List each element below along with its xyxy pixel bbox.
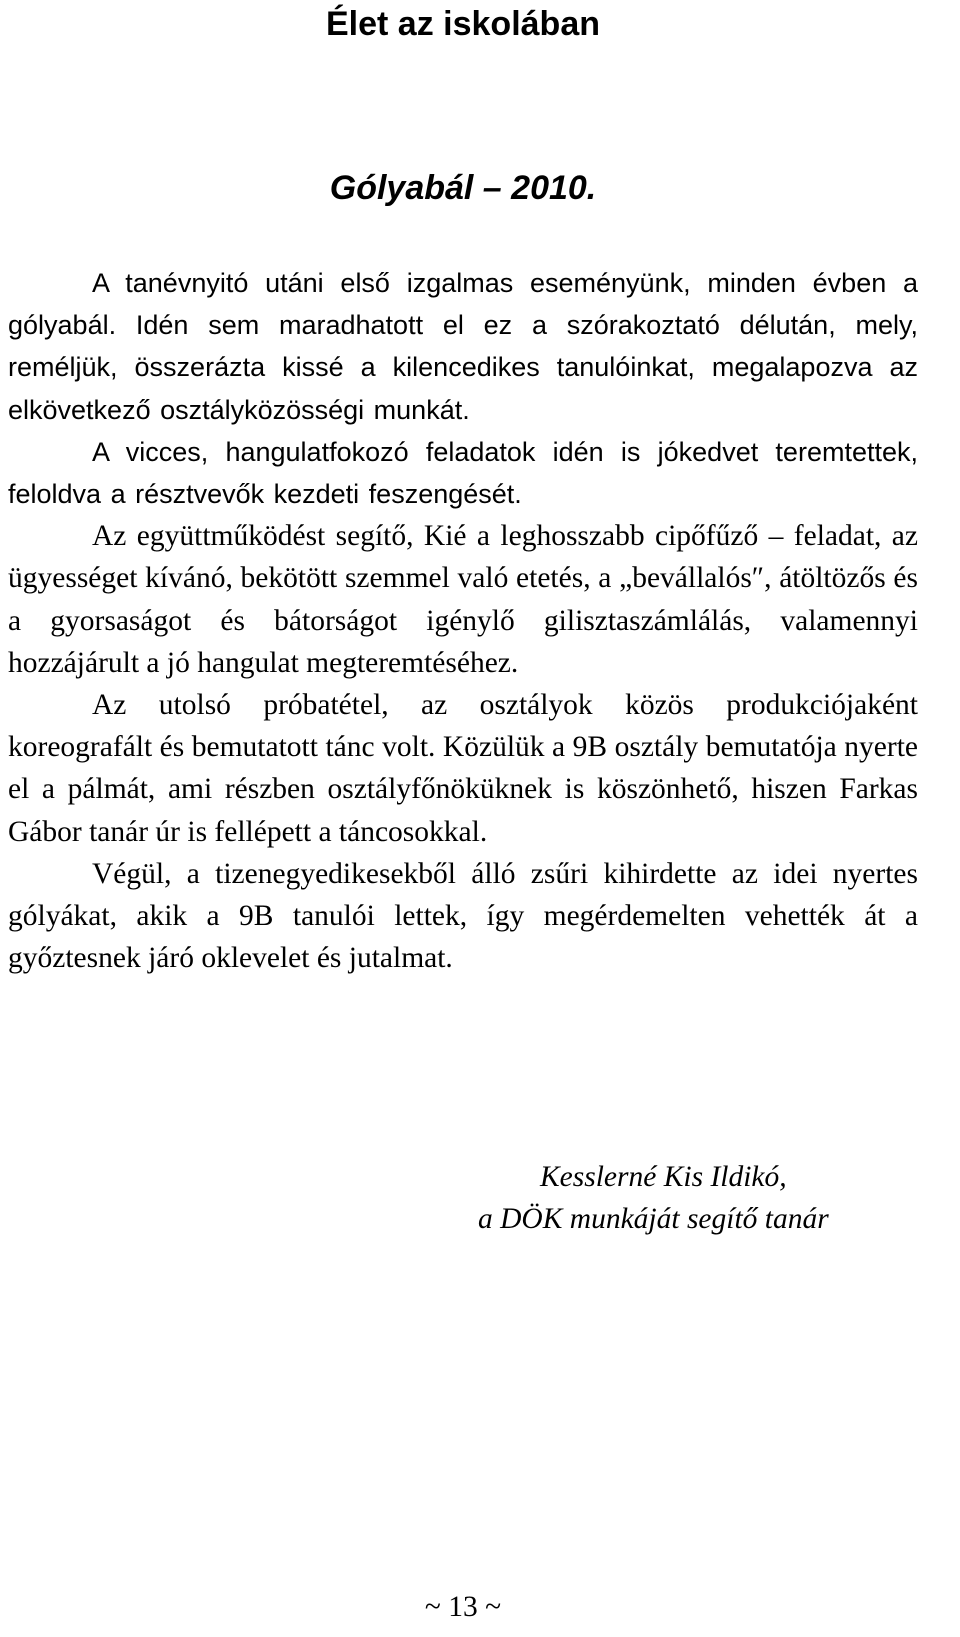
signature-name: Kesslerné Kis Ildikó,: [540, 1161, 787, 1193]
section-title: Élet az iskolában: [326, 5, 600, 43]
paragraph-3: Az együttműködést segítő, Kié a leghosszabb cipőfűző – feladat, az ügyességet kívánó, bekötött szemmel való etetés, a „bevállalós″, átöltözős és a gyorsaságot és bátorságot igénylő gilisztaszámlálás, valamennyi hozzájárult a jó hangulat megteremtéséhez.: [8, 520, 918, 679]
article-title: Gólyabál – 2010.: [329, 169, 597, 207]
paragraph-1: A tanévnyitó utáni első izgalmas eseményünk, minden évben a gólyabál. Idén sem maradhatott el ez a szórakoztató délután, mely, reméljük, összerázta kissé a kilencedikes tanulóinkat, megalapozva az elkövetkező osztályközösségi munkát.: [8, 268, 918, 425]
page-number: ~ 13 ~: [424, 1591, 502, 1623]
signature-block: [8, 1156, 918, 1240]
paragraph-4: Az utolsó próbatétel, az osztályok közös produkciójaként koreografált és bemutatott tánc volt. Közülük a 9B osztály bemutatója nyerte el a pálmát, ami részben osztályfőnöküknek is köszönhető, hiszen Farkas Gábor tanár úr is fellépett a táncosokkal.: [8, 689, 918, 848]
paragraph-2: A vicces, hangulatfokozó feladatok idén is jókedvet teremtettek, feloldva a résztvevők kezdeti feszengését.: [8, 436, 918, 510]
document-page: [8, 0, 918, 1637]
signature-role: a DÖK munkáját segítő tanár: [478, 1203, 829, 1235]
article-body: [8, 262, 918, 979]
paragraph-5: Végül, a tizenegyedikesekből álló zsűri kihirdette az idei nyertes gólyákat, akik a 9B tanulói lettek, így megérdemelten vehették át a győztesnek járó oklevelet és jutalmat.: [8, 857, 918, 975]
